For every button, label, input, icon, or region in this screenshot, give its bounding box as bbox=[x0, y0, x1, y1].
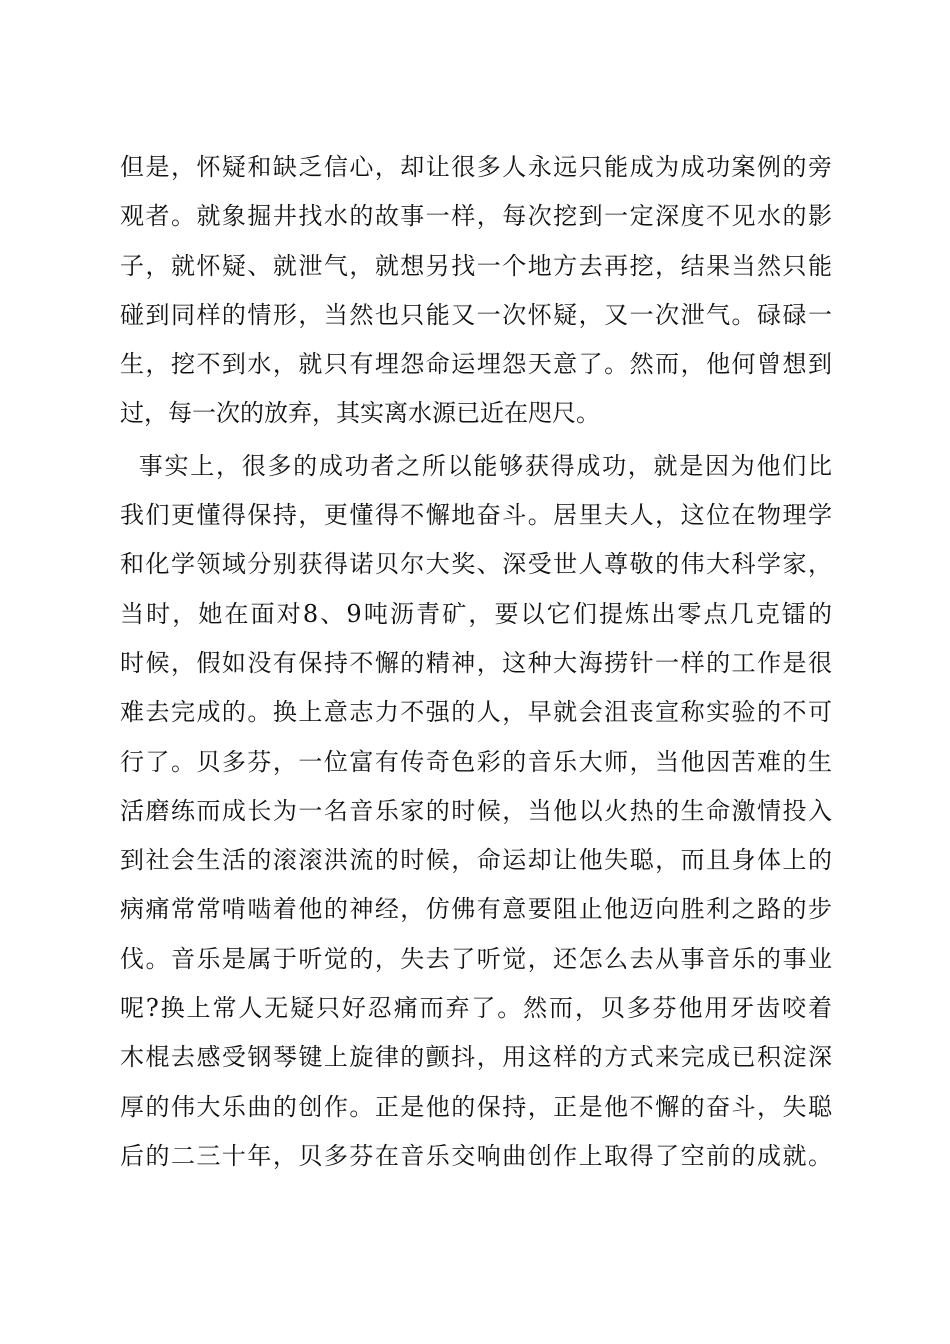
text-line: 病痛常常啃啮着他的神经，仿佛有意要阻止他迈向胜利之路的步 bbox=[120, 895, 832, 924]
text-line: 到社会生活的滚滚洪流的时候，命运却让他失聪，而且身体上的 bbox=[120, 846, 832, 875]
text-line: 过，每一次的放弃，其实离水源已近在咫尺。 bbox=[120, 399, 600, 428]
paragraph-2 bbox=[120, 442, 832, 1181]
text-line: 生，挖不到水，就只有埋怨命运埋怨天意了。然而，他何曾想到 bbox=[120, 350, 832, 379]
text-line: 后的二三十年，贝多芬在音乐交响曲创作上取得了空前的成就。 bbox=[120, 1141, 832, 1170]
text-line: 难去完成的。换上意志力不强的人，早就会沮丧宣称实验的不可 bbox=[120, 698, 832, 727]
text-line: 活磨练而成长为一名音乐家的时候，当他以火热的生命激情投入 bbox=[120, 796, 832, 825]
paragraph-1 bbox=[120, 143, 832, 439]
body-text bbox=[120, 143, 832, 1181]
text-line: 但是，怀疑和缺乏信心，却让很多人永远只能成为成功案例的旁 bbox=[120, 153, 832, 181]
text-line: 伐。音乐是属于听觉的，失去了听觉，还怎么去从事音乐的事业 bbox=[120, 944, 832, 973]
text-line: 子，就怀疑、就泄气，就想另找一个地方去再挖，结果当然只能 bbox=[120, 251, 832, 280]
text-line: 木棍去感受钢琴键上旋律的颤抖，用这样的方式来完成已积淀深 bbox=[120, 1043, 832, 1072]
text-line: 时候，假如没有保持不懈的精神，这种大海捞针一样的工作是很 bbox=[120, 648, 832, 677]
text-line: 行了。贝多芬，一位富有传奇色彩的音乐大师，当他因苦难的生 bbox=[120, 747, 832, 776]
text-line: 厚的伟大乐曲的创作。正是他的保持，正是他不懈的奋斗，失聪 bbox=[120, 1092, 832, 1121]
text-line: 碰到同样的情形，当然也只能又一次怀疑，又一次泄气。碌碌一 bbox=[120, 300, 832, 329]
text-line: 当时，她在面对8、9吨沥青矿，要以它们提炼出零点几克镭的 bbox=[120, 599, 832, 628]
text-line: 观者。就象掘井找水的故事一样，每次挖到一定深度不见水的影 bbox=[120, 202, 832, 231]
text-line: 我们更懂得保持，更懂得不懈地奋斗。居里夫人，这位在物理学 bbox=[120, 501, 832, 530]
text-line: 呢?换上常人无疑只好忍痛而弃了。然而，贝多芬他用牙齿咬着 bbox=[120, 994, 832, 1023]
text-line: 和化学领域分别获得诺贝尔大奖、深受世人尊敬的伟大科学家， bbox=[120, 550, 832, 579]
text-line: 事实上，很多的成功者之所以能够获得成功，就是因为他们比 bbox=[120, 451, 832, 480]
